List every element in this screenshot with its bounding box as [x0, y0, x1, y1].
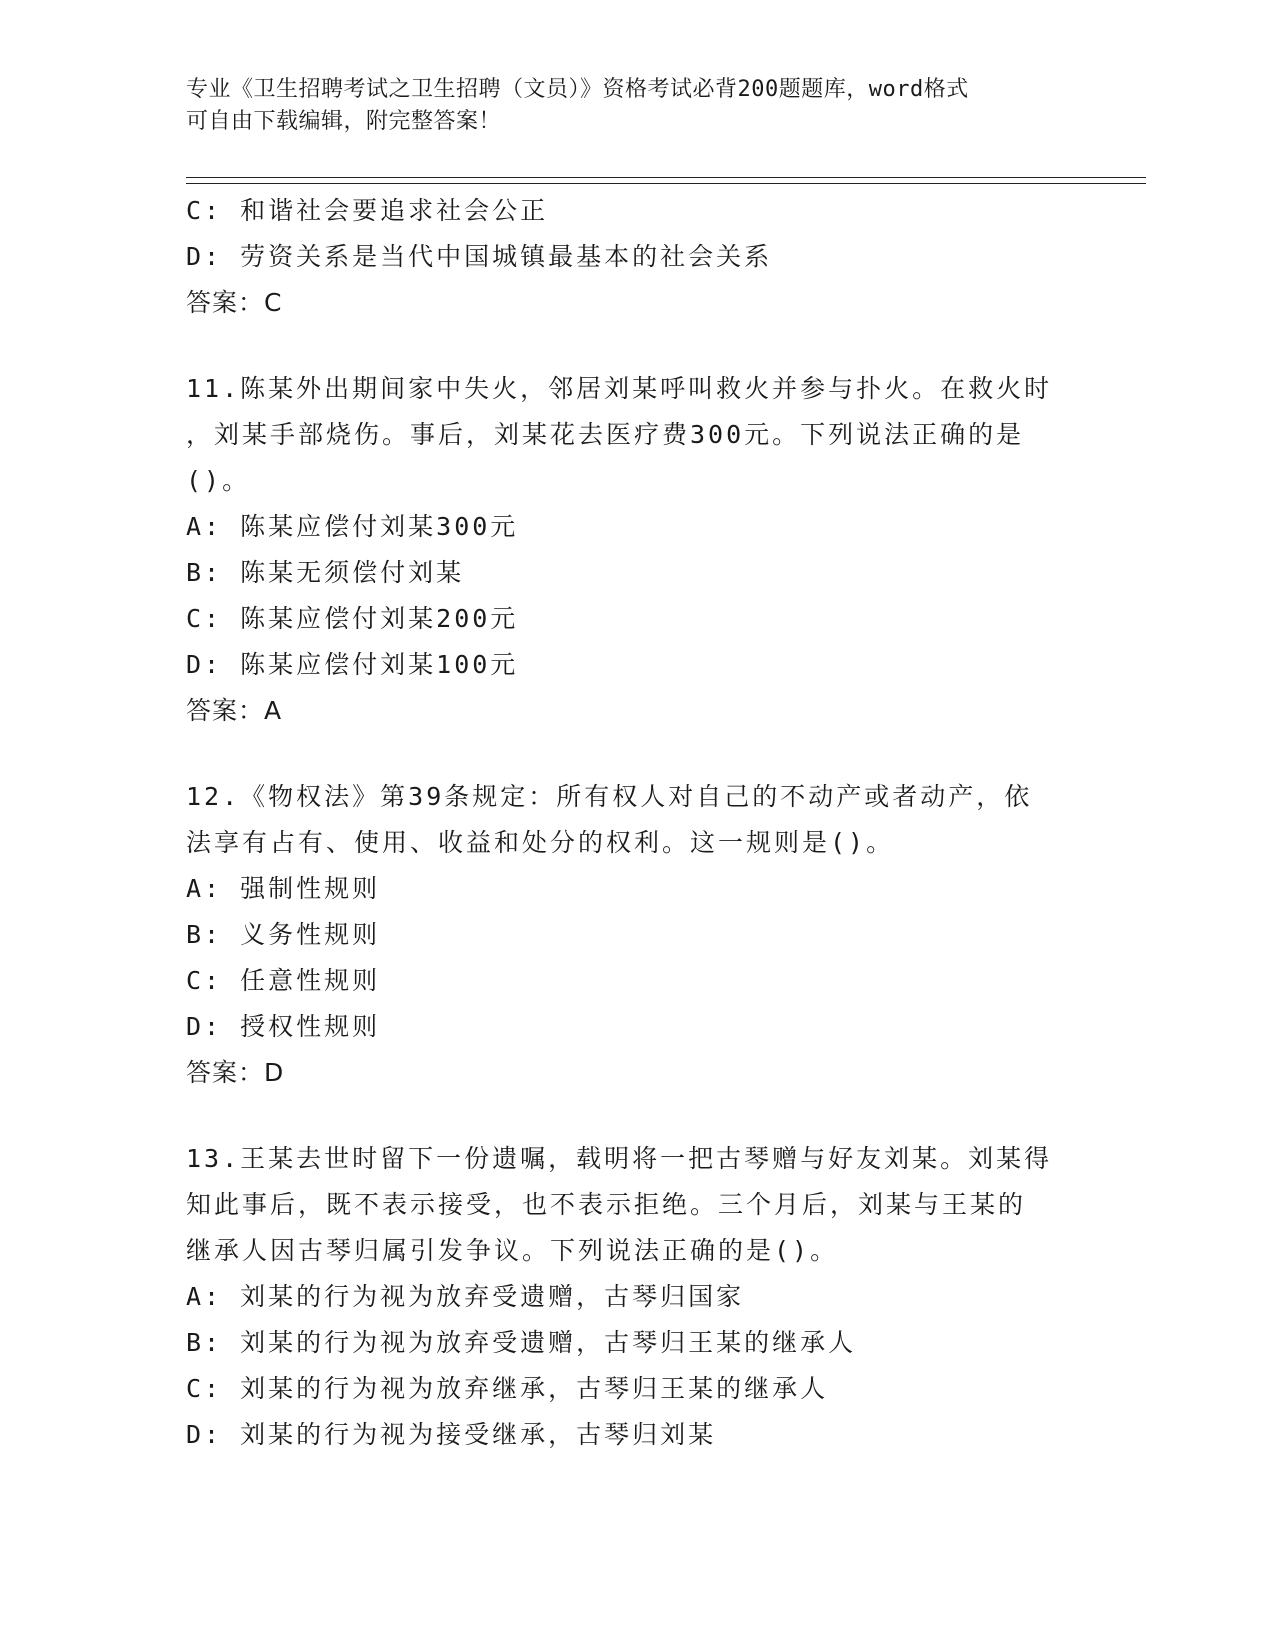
- option-c: C: 任意性规则: [186, 966, 381, 995]
- question-stem: [186, 366, 1086, 504]
- question-stem: [186, 774, 1086, 866]
- question-10-tail: [186, 188, 1086, 326]
- answer: 答案：A: [186, 696, 283, 725]
- option-c: C: 和谐社会要追求社会公正: [186, 196, 549, 225]
- document-body: [186, 188, 1086, 1458]
- page-header: [186, 74, 1086, 138]
- header-title-line-1: 专业《卫生招聘考试之卫生招聘（文员）》资格考试必背200题题库，word格式: [186, 77, 969, 102]
- question-12: [186, 774, 1086, 1096]
- stem-line: 13.王某去世时留下一份遗嘱，载明将一把古琴赠与好友刘某。刘某得: [186, 1144, 1053, 1173]
- answer: 答案：D: [186, 1058, 285, 1087]
- header-title-line-2: 可自由下载编辑，附完整答案！: [186, 109, 502, 134]
- option-c: C: 陈某应偿付刘某200元: [186, 604, 519, 633]
- option-b: B: 陈某无须偿付刘某: [186, 558, 465, 587]
- option-a: A: 陈某应偿付刘某300元: [186, 512, 519, 541]
- option-c: C: 刘某的行为视为放弃继承，古琴归王某的继承人: [186, 1374, 829, 1403]
- stem-line: 继承人因古琴归属引发争议。下列说法正确的是()。: [186, 1236, 839, 1265]
- stem-line: 法享有占有、使用、收益和处分的权利。这一规则是()。: [186, 828, 895, 857]
- header-divider: [186, 177, 1146, 184]
- option-d: D: 刘某的行为视为接受继承，古琴归刘某: [186, 1420, 717, 1449]
- question-13: [186, 1136, 1086, 1458]
- stem-line: 11.陈某外出期间家中失火，邻居刘某呼叫救火并参与扑火。在救火时: [186, 374, 1053, 403]
- stem-line: ()。: [186, 466, 251, 495]
- question-11: [186, 366, 1086, 734]
- stem-line: 知此事后，既不表示接受，也不表示拒绝。三个月后，刘某与王某的: [186, 1190, 1027, 1219]
- stem-line: ，刘某手部烧伤。事后，刘某花去医疗费300元。下列说法正确的是: [186, 420, 1025, 449]
- stem-line: 12.《物权法》第39条规定：所有权人对自己的不动产或者动产，依: [186, 782, 1033, 811]
- question-stem: [186, 1136, 1086, 1274]
- answer: 答案：C: [186, 288, 283, 317]
- option-b: B: 刘某的行为视为放弃受遗赠，古琴归王某的继承人: [186, 1328, 857, 1357]
- option-d: D: 陈某应偿付刘某100元: [186, 650, 519, 679]
- option-d: D: 劳资关系是当代中国城镇最基本的社会关系: [186, 242, 773, 271]
- option-a: A: 强制性规则: [186, 874, 381, 903]
- option-b: B: 义务性规则: [186, 920, 381, 949]
- option-a: A: 刘某的行为视为放弃受遗赠，古琴归国家: [186, 1282, 745, 1311]
- option-d: D: 授权性规则: [186, 1012, 381, 1041]
